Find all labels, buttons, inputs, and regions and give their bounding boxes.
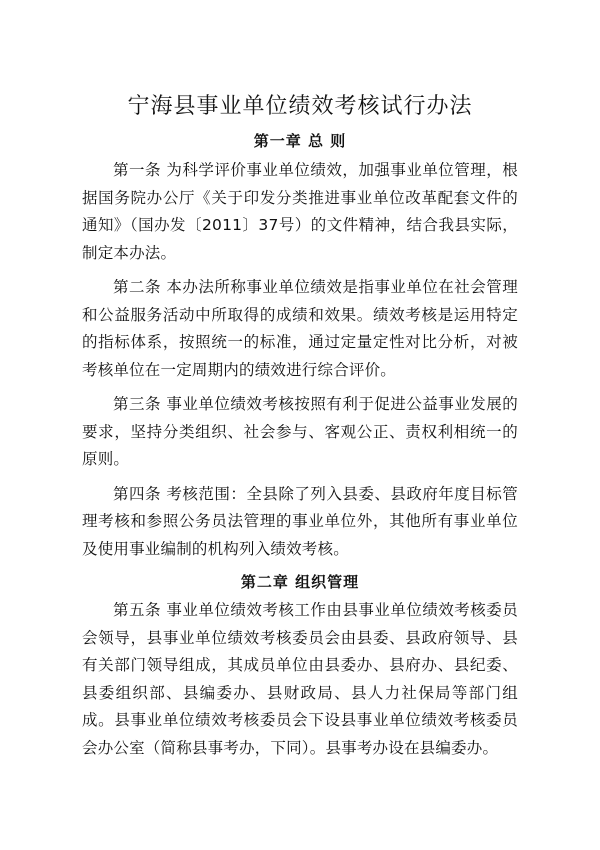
chapter-2 [82, 570, 518, 762]
article-1: 第一条 为科学评价事业单位绩效，加强事业单位管理，根据国务院办公厅《关于印发分类推进事业单位改革配套文件的通知》（国办发〔2011〕37号）的文件精神，结合我县实际，制定本办法。 [82, 161, 518, 262]
article-3: 第三条 事业单位绩效考核按照有利于促进公益事业发展的要求，坚持分类组织、社会参与、客观公正、责权利相统一的原则。 [82, 395, 518, 468]
article-2: 第二条 本办法所称事业单位绩效是指事业单位在社会管理和公益服务活动中所取得的成绩和效果。绩效考核是运用特定的指标体系，按照统一的标准，通过定量定性对比分析，对被考核单位在一定周期内的绩效进行综合评价。 [82, 278, 518, 379]
chapter-1-heading: 第一章 总 则 [253, 132, 347, 150]
chapter-2-heading: 第二章 组织管理 [240, 573, 360, 591]
article-4: 第四条 考核范围：全县除了列入县委、县政府年度目标管理考核和参照公务员法管理的事业单位外，其他所有事业单位及使用事业编制的机构列入绩效考核。 [82, 484, 518, 558]
article-5: 第五条 事业单位绩效考核工作由县事业单位绩效考核委员会领导，县事业单位绩效考核委员会由县委、县政府领导、县有关部门领导组成，其成员单位由县委办、县府办、县纪委、县委组织部、县编委办、县财政局、县人力社保局等部门组成。县事业单位绩效考核委员会下设县事业单位绩效考核委员会办公室（简称县事考办，下同）。县事考办设在县编委办。 [82, 601, 518, 757]
chapter-1 [82, 129, 518, 563]
document-title: 宁海县事业单位绩效考核试行办法 [127, 94, 473, 119]
